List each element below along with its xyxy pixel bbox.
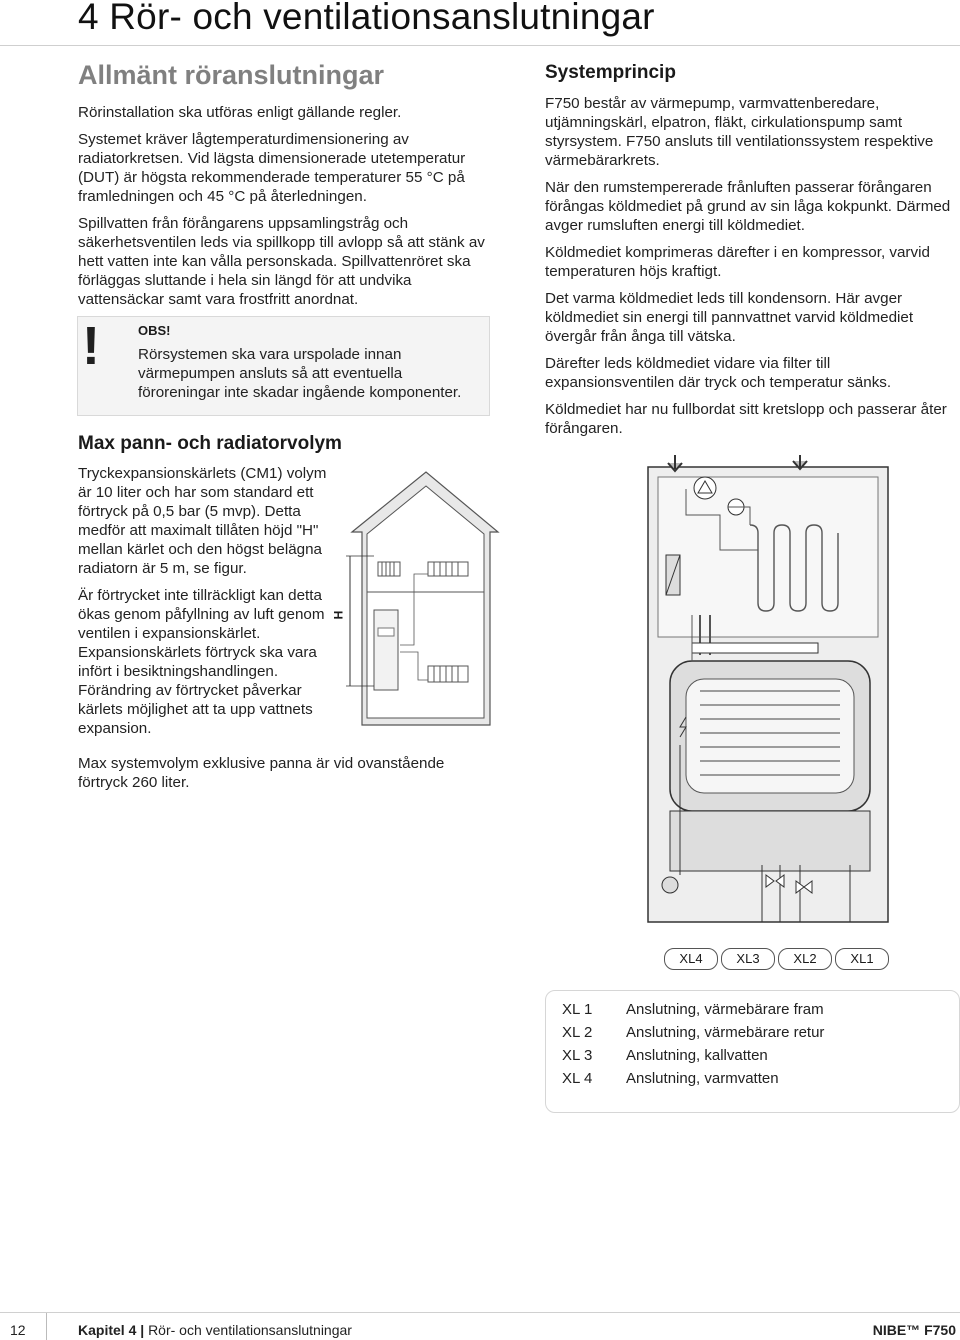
footer-divider [0,1312,960,1313]
system-heading: Systemprincip [545,62,676,83]
footer-chapter-name: Rör- och ventilationsanslutningar [148,1322,352,1338]
connection-xl1: XL1 [835,948,889,970]
legend-row [562,1024,824,1041]
system-body [545,94,960,446]
warning-icon: ! [82,316,100,376]
general-heading: Allmänt röranslutningar [78,60,385,90]
connection-xl4: XL4 [664,948,718,970]
legend-row [562,1047,768,1064]
legend-label: Anslutning, varmvatten [626,1070,779,1087]
system-paragraph-2: När den rumstempererade frånluften passerar förångaren förångas köldmediet på grund av sin låga kokpunkt. Därmed avger rumsluften energi till köldmediet. [545,179,951,234]
system-paragraph-5: Därefter leds köldmediet vidare via filter till expansionsventilen där tryck och temperatur sänks. [545,355,892,391]
house-figure [330,460,500,730]
volume-paragraph-1: Tryckexpansionskärlets (CM1) volym är 10 liter och har som standard ett förtryck på 0,5 bar (5 mvp). Detta medför att maximalt tillåten höjd "H" mellan kärlet och den högst belägna radiatorn är 5 m, se figur. [78,465,327,577]
note-text: Rörsystemen ska vara urspolade innan värmepumpen ansluts så att eventuella föroreningar inte skadar ingående komponenter. [138,346,462,401]
volume-section [78,433,493,455]
height-label: H [331,610,346,620]
connection-xl2: XL2 [778,948,832,970]
legend-code: XL 4 [562,1070,593,1087]
connection-legend [545,990,960,1113]
general-body [78,103,493,317]
legend-label: Anslutning, kallvatten [626,1047,768,1064]
legend-label: Anslutning, värmebärare retur [626,1024,825,1041]
system-section [545,62,960,84]
legend-code: XL 1 [562,1001,593,1018]
footer-separator: | [140,1322,145,1338]
system-paragraph-1: F750 består av värmepump, varmvattenberedare, utjämningskärl, elpatron, fläkt, cirkulationspump samt styrsystem. F750 ansluts till ventilationssystem respektive värmebärarkrets. [545,95,934,169]
volume-summary [78,754,498,800]
legend-code: XL 2 [562,1024,593,1041]
general-section [78,60,493,91]
connection-xl3: XL3 [721,948,775,970]
chapter-title: 4 Rör- och ventilationsanslutningar [78,0,655,37]
heatpump-schematic [640,455,900,935]
note-heading: OBS! [138,323,171,338]
general-paragraph-3: Spillvatten från förångarens uppsamlingstråg och säkerhetsventilen leds via spillkopp till avlopp så att stänk av hett vatten inte kan vålla personskada. Spillvattenröret ska förläggas sluttande i hela sin längd för att undvika vattensäckar samt vara frostfritt anordnat. [78,215,485,308]
title-divider [0,45,960,46]
footer-chapter-label: Kapitel 4 [78,1322,137,1338]
legend-row [562,1001,824,1018]
system-paragraph-6: Köldmediet har nu fullbordat sitt kretslopp och passerar åter förångaren. [545,401,947,437]
legend-row [562,1070,779,1087]
legend-code: XL 3 [562,1047,593,1064]
system-paragraph-3: Köldmediet komprimeras därefter i en kompressor, varvid temperaturen höjs kraftigt. [545,244,930,280]
legend-label: Anslutning, värmebärare fram [626,1001,824,1018]
volume-paragraph-3: Max systemvolym exklusive panna är vid ovanstående förtryck 260 liter. [78,755,445,791]
system-paragraph-4: Det varma köldmediet leds till kondensorn. Här avger köldmediet sin energi till pannvattnet varvid köldmediet övergår från ånga till vätska. [545,290,914,345]
volume-paragraph-2: Är förtrycket inte tillräckligt kan detta ökas genom påfyllning av luft genom ventilen i expansionskärlet. Expansionskärlets förtryck ska vara infört i besiktningshandlingen. Förändring av förtrycket påverkar kärlets möjlighet att ta upp vattnets expansion. [78,587,325,737]
general-paragraph-2: Systemet kräver lågtemperaturdimensionering av radiatorkretsen. Vid lägsta dimensionerade utetemperatur (DUT) är högsta rekommenderade temperaturer 55 °C på framledningen och 45 °C på återledningen. [78,131,466,205]
general-paragraph-1: Rörinstallation ska utföras enligt gällande regler. [78,104,402,121]
warning-note [77,316,490,416]
footer-product: NIBE™ F750 [872,1322,956,1338]
page-number: 12 [10,1322,26,1338]
footer-chapter [78,1322,352,1338]
volume-body [78,464,340,746]
volume-heading: Max pann- och radiatorvolym [78,433,342,454]
